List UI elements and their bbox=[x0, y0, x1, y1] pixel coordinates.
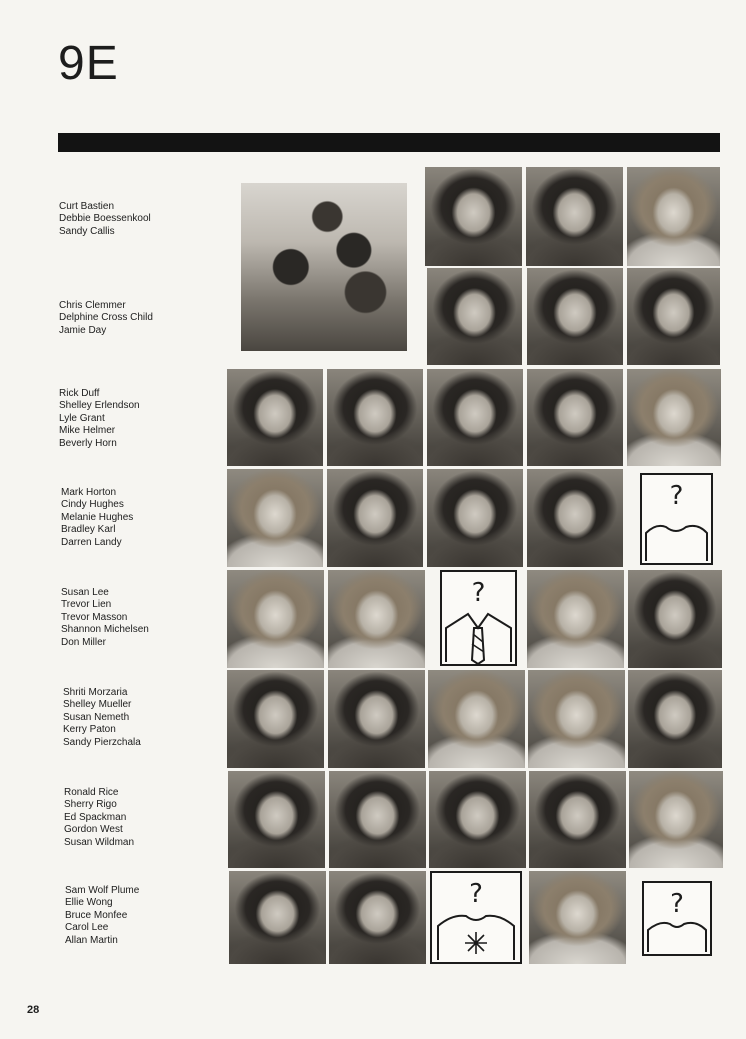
student-name: Mark Horton bbox=[61, 487, 117, 498]
portrait-photo bbox=[229, 871, 326, 964]
missing-photo-sketch bbox=[440, 570, 517, 666]
student-name: Rick Duff bbox=[59, 388, 100, 399]
student-name: Bruce Monfee bbox=[65, 909, 128, 921]
portrait-photo bbox=[627, 369, 721, 466]
name-list-group-3 bbox=[59, 388, 140, 450]
student-name: Lyle Grant bbox=[59, 412, 105, 424]
portrait-photo bbox=[527, 369, 623, 466]
portrait-photo bbox=[526, 167, 623, 266]
student-name: Delphine Cross Child bbox=[59, 312, 153, 324]
student-name: Shriti Morzaria bbox=[63, 687, 128, 698]
student-name: Shannon Michelsen bbox=[61, 624, 149, 636]
student-name: Debbie Boessenkool bbox=[59, 213, 151, 225]
portrait-photo bbox=[328, 670, 425, 768]
student-name: Ronald Rice bbox=[64, 787, 119, 798]
portrait-photo bbox=[227, 670, 324, 768]
name-list-group-2 bbox=[59, 300, 153, 337]
question-mark: ? bbox=[669, 481, 684, 511]
missing-photo-sketch bbox=[640, 473, 713, 565]
collar-sketch-icon bbox=[644, 914, 710, 954]
student-name: Sherry Rigo bbox=[64, 799, 117, 811]
header-bar bbox=[58, 133, 720, 152]
portrait-photo bbox=[227, 469, 323, 567]
portrait-photo bbox=[429, 771, 526, 868]
student-name: Trevor Masson bbox=[61, 611, 128, 623]
portrait-photo bbox=[227, 570, 324, 668]
student-name: Ellie Wong bbox=[65, 897, 113, 909]
student-name: Trevor Lien bbox=[61, 599, 112, 611]
missing-photo-sketch bbox=[430, 871, 522, 964]
student-name: Mike Helmer bbox=[59, 425, 116, 437]
portrait-photo bbox=[327, 369, 423, 466]
name-list-group-6 bbox=[63, 687, 141, 749]
name-list-group-4 bbox=[61, 487, 133, 549]
portrait-photo bbox=[329, 871, 426, 964]
portrait-photo bbox=[329, 771, 426, 868]
missing-photo-sketch bbox=[642, 881, 712, 956]
portrait-photo bbox=[527, 570, 624, 668]
page-title: 9E bbox=[58, 37, 119, 90]
sweater-sketch-icon bbox=[432, 906, 520, 962]
student-name: Kerry Paton bbox=[63, 724, 116, 736]
portrait-photo bbox=[528, 670, 625, 768]
student-name: Gordon West bbox=[64, 824, 123, 836]
student-name: Shelley Mueller bbox=[63, 699, 132, 711]
portrait-photo bbox=[628, 670, 722, 768]
portrait-photo bbox=[428, 670, 525, 768]
shoulders-sketch-icon bbox=[642, 513, 711, 563]
student-name: Jamie Day bbox=[59, 324, 107, 336]
name-list-group-1 bbox=[59, 201, 151, 238]
student-name: Don Miller bbox=[61, 636, 107, 648]
portrait-photo bbox=[327, 469, 423, 567]
portrait-photo bbox=[227, 369, 323, 466]
student-name: Sandy Pierzchala bbox=[63, 736, 141, 748]
student-name: Curt Bastien bbox=[59, 201, 115, 212]
student-name: Bradley Karl bbox=[61, 524, 116, 536]
student-name: Shelley Erlendson bbox=[59, 400, 140, 412]
student-name: Darren Landy bbox=[61, 536, 122, 548]
portrait-photo bbox=[427, 369, 523, 466]
question-mark: ? bbox=[471, 578, 486, 608]
portrait-photo bbox=[228, 771, 325, 868]
question-mark: ? bbox=[469, 879, 483, 909]
student-name: Melanie Hughes bbox=[61, 511, 134, 523]
portrait-photo bbox=[628, 570, 722, 668]
portrait-photo bbox=[529, 771, 626, 868]
student-name: Susan Lee bbox=[61, 587, 109, 598]
portrait-photo bbox=[527, 469, 623, 567]
name-list-group-8 bbox=[65, 885, 139, 947]
portrait-photo bbox=[627, 268, 720, 365]
portrait-photo bbox=[627, 167, 720, 266]
student-name: Sandy Callis bbox=[59, 225, 115, 237]
student-name: Ed Spackman bbox=[64, 811, 127, 823]
name-list-group-5 bbox=[61, 587, 149, 649]
portrait-photo bbox=[425, 167, 522, 266]
portrait-photo bbox=[427, 268, 522, 365]
candid-group-photo bbox=[241, 183, 407, 351]
portrait-photo bbox=[529, 871, 626, 964]
name-list-group-7 bbox=[64, 787, 134, 849]
suit-and-tie-sketch-icon bbox=[442, 604, 515, 664]
student-name: Allan Martin bbox=[65, 934, 118, 946]
portrait-photo bbox=[427, 469, 523, 567]
student-name: Susan Nemeth bbox=[63, 711, 130, 723]
portrait-photo bbox=[527, 268, 623, 365]
student-name: Carol Lee bbox=[65, 922, 109, 934]
student-name: Susan Wildman bbox=[64, 836, 135, 848]
student-name: Chris Clemmer bbox=[59, 300, 126, 311]
portrait-photo bbox=[629, 771, 723, 868]
student-name: Cindy Hughes bbox=[61, 499, 124, 511]
page-number: 28 bbox=[27, 1004, 40, 1016]
question-mark: ? bbox=[670, 889, 684, 919]
student-name: Sam Wolf Plume bbox=[65, 885, 140, 896]
student-name: Beverly Horn bbox=[59, 437, 117, 449]
portrait-photo bbox=[328, 570, 425, 668]
